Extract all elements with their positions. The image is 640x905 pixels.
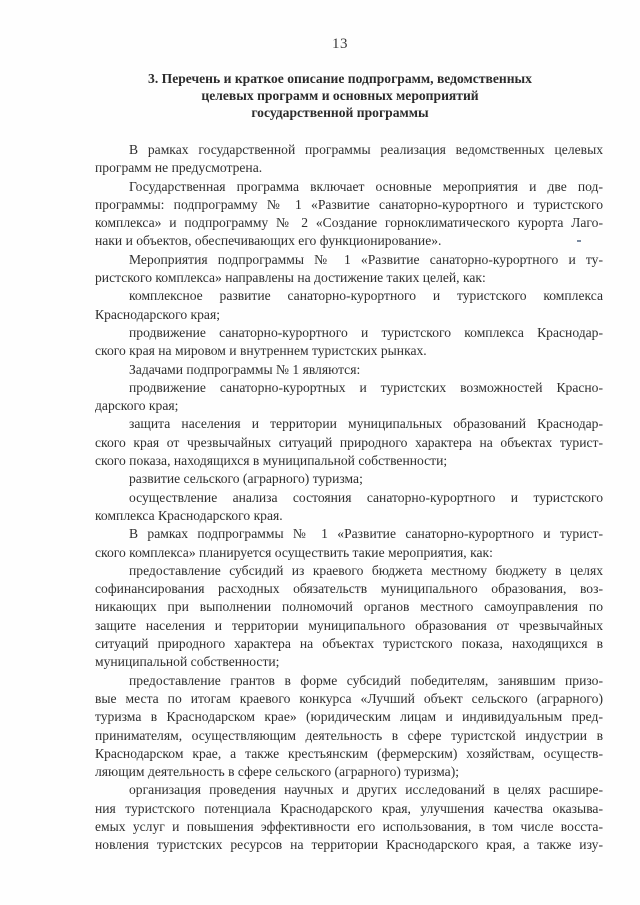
page-number: 13: [332, 36, 348, 52]
text-line: Задачами подпрограммы № 1 являются:: [129, 361, 361, 377]
text-line: ского края от чрезвычайных ситуаций природного характера на объектах турист-: [95, 434, 603, 450]
body-text: [95, 141, 603, 855]
text-line: никающих при выполнении полномочий органов местного самоуправления по: [95, 599, 603, 615]
text-line: предоставление грантов в форме субсидий победителям, занявшим призо-: [129, 672, 603, 688]
text-line: ристского комплекса» направлены на достижение таких целей, как:: [95, 270, 486, 286]
text-line: новления туристских ресурсов на территории Краснодарского края, а также изу-: [95, 837, 603, 853]
text-line: В рамках подпрограммы № 1 «Развитие санаторно-курортного и турист-: [129, 526, 603, 542]
text-line: софинансирования расходных обязательств муниципального образования, воз-: [95, 581, 603, 597]
text-line: ляющим деятельность в сфере сельского (аграрного) туризма);: [95, 764, 460, 780]
text-line: организация проведения научных и других исследований в целях расшире-: [129, 782, 603, 798]
text-line: Краснодарского края;: [95, 306, 220, 322]
text-line: осуществление анализа состояния санаторно-курортного и туристского: [129, 489, 603, 505]
text-line: Краснодарском крае, а также крестьянским (фермерским) хозяйствам, осуществ-: [95, 745, 603, 761]
text-line: туризма в Краснодарском крае» (юридическим лицам и индивидуальным пред-: [95, 709, 603, 725]
text-line: комплексное развитие санаторно-курортного и туристского комплекса: [129, 288, 603, 304]
text-line: ния туристского потенциала Краснодарского края, улучшения качества оказыва-: [95, 800, 603, 816]
text-line: развитие сельского (аграрного) туризма;: [129, 471, 363, 487]
text-line: продвижение санаторно-курортного и туристского комплекса Краснодар-: [129, 324, 603, 340]
text-line: дарского края;: [95, 398, 179, 414]
text-line: наки и объектов, обеспечивающих его функционирование».: [95, 233, 442, 249]
heading-line: государственной программы: [251, 105, 429, 120]
section-heading: [120, 70, 560, 121]
text-line: программы: подпрограмму № 1 «Развитие санаторно-курортного и туристского: [95, 196, 603, 212]
text-line: В рамках государственной программы реализация ведомственных целевых: [129, 142, 603, 157]
text-line: защите населения и территории муниципального образования от чрезвычайных: [95, 617, 603, 633]
text-line: емых услуг и повышения эффективности его использования, в том числе восста-: [95, 818, 603, 834]
text-line: ситуаций природного характера на объектах туристского показа, находящихся в: [95, 636, 603, 652]
text-line: муниципальной собственности;: [95, 654, 280, 670]
heading-line: 3. Перечень и краткое описание подпрограмм, ведомственных: [148, 71, 532, 86]
text-line: комплекса» и подпрограмму № 2 «Создание горноклиматического курорта Лаго-: [95, 215, 603, 231]
text-line: продвижение санаторно-курортных и туристских возможностей Красно-: [129, 379, 603, 395]
text-line: ского показа, находящихся в муниципальной собственности;: [95, 453, 448, 469]
text-line: ского края на мировом и внутреннем туристских рынках.: [95, 343, 427, 359]
heading-line: целевых программ и основных мероприятий: [201, 88, 479, 103]
text-line: Государственная программа включает основные мероприятия и две под-: [129, 178, 603, 194]
text-line: комплекса Краснодарского края.: [95, 507, 283, 523]
text-line: защита населения и территории муниципальных образований Краснодар-: [129, 416, 603, 432]
text-line: Мероприятия подпрограммы № 1 «Развитие санаторно-курортного и ту-: [129, 251, 603, 267]
text-line: ского комплекса» планируется осуществить такие мероприятия, как:: [95, 544, 493, 560]
text-line: принимателям, осуществляющим деятельность в сфере туристской индустрии в: [95, 727, 603, 743]
text-line: вые места по итогам краевого конкурса «Лучший объект сельского (аграрного): [95, 690, 603, 706]
text-line: предоставление субсидий из краевого бюджета местному бюджету в целях: [129, 562, 603, 578]
text-line: программ не предусмотрена.: [95, 160, 263, 176]
